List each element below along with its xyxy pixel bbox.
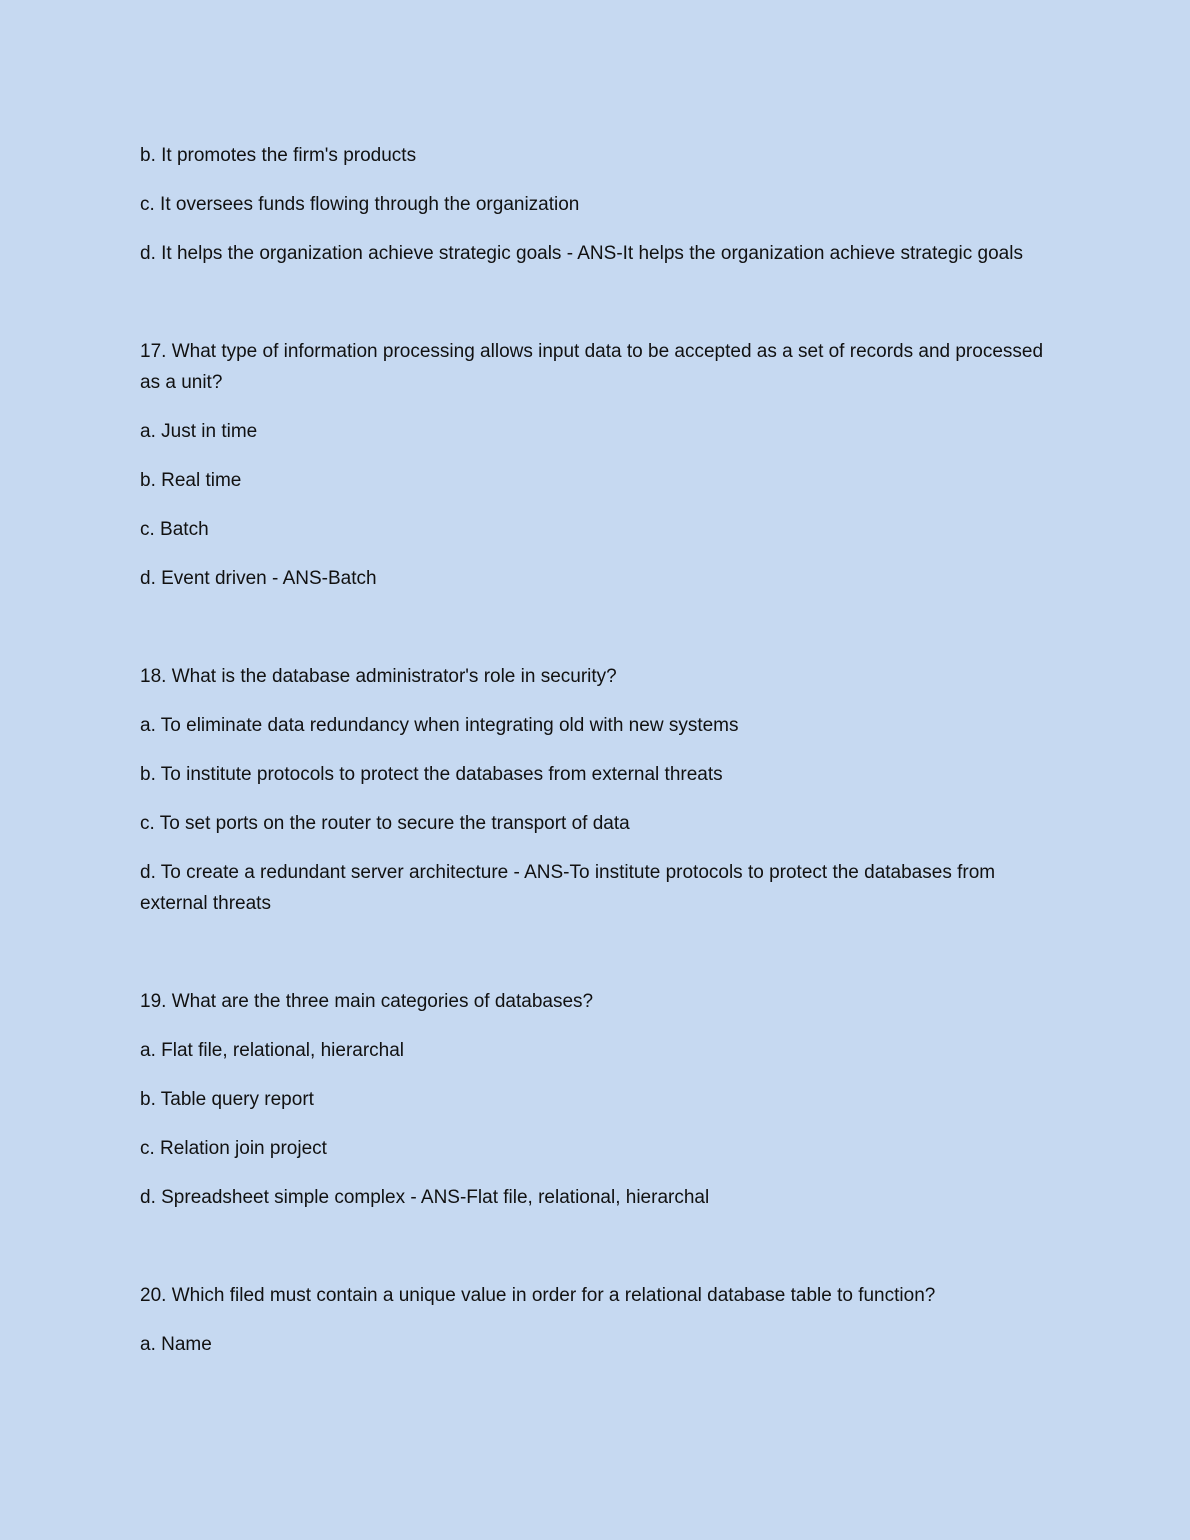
question-17: 17. What type of information processing allows input data to be accepted as a set of records and processed as a unit?	[140, 341, 1044, 393]
option-16c: c. It oversees funds flowing through the organization	[140, 194, 580, 215]
option-18a: a. To eliminate data redundancy when integrating old with new systems	[140, 715, 739, 736]
option-19a: a. Flat file, relational, hierarchal	[140, 1040, 405, 1061]
option-17c: c. Batch	[140, 519, 209, 540]
option-16d-answer: d. It helps the organization achieve strategic goals - ANS-It helps the organization achieve strategic goals	[140, 243, 1023, 264]
option-19c: c. Relation join project	[140, 1138, 327, 1159]
document-content	[140, 140, 1060, 1360]
option-17a: a. Just in time	[140, 421, 258, 442]
option-18d-answer: d. To create a redundant server architecture - ANS-To institute protocols to protect the databases from external threats	[140, 862, 996, 914]
option-17b: b. Real time	[140, 470, 242, 491]
question-19: 19. What are the three main categories of databases?	[140, 991, 594, 1012]
option-19b: b. Table query report	[140, 1089, 314, 1110]
option-19d-answer: d. Spreadsheet simple complex - ANS-Flat file, relational, hierarchal	[140, 1187, 710, 1208]
option-18c: c. To set ports on the router to secure the transport of data	[140, 813, 630, 834]
option-17d-answer: d. Event driven - ANS-Batch	[140, 568, 377, 589]
question-18: 18. What is the database administrator's role in security?	[140, 666, 617, 687]
question-20: 20. Which filed must contain a unique value in order for a relational database table to function?	[140, 1285, 936, 1306]
option-20a: a. Name	[140, 1334, 212, 1355]
option-16b: b. It promotes the firm's products	[140, 145, 417, 166]
option-18b: b. To institute protocols to protect the databases from external threats	[140, 764, 723, 785]
